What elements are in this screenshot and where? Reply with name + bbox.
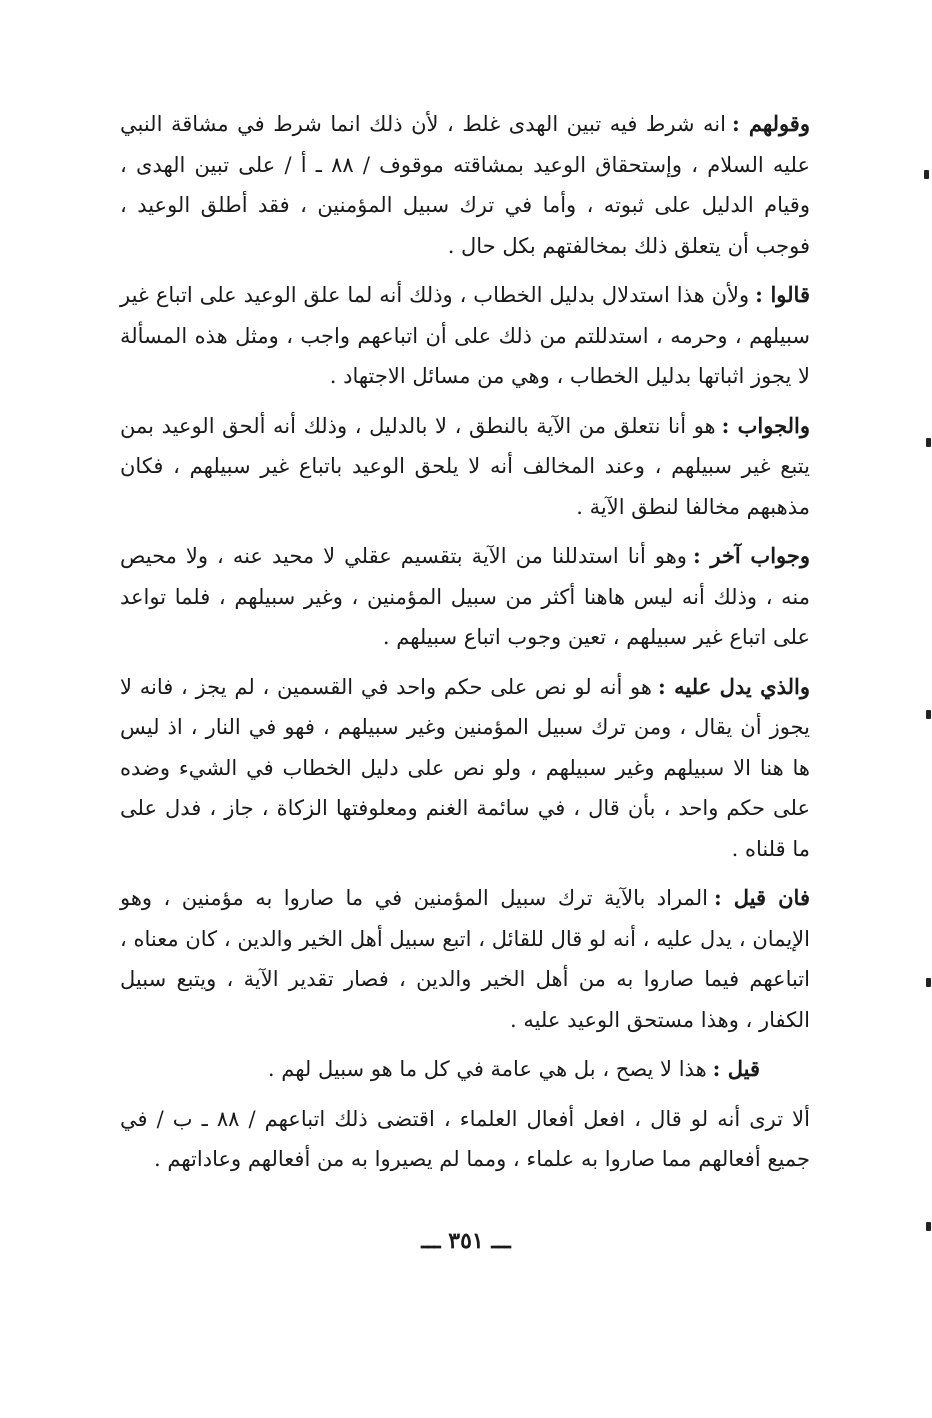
- paragraph-lead: فان قيل :: [713, 885, 810, 910]
- paragraph-lead: قالوا :: [755, 282, 810, 307]
- paragraph-text: انه شرط فيه تبين الهدى غلط ، لأن ذلك انما شرط في مشاقة النبي عليه السلام ، وإستحقاق الوعيد بمشاقته موقوف / ٨٨ ـ أ / على تبين الهدى ، وقيام الدليل على ثبوته ، وأما في ترك سبيل المؤمنين ، فقد أطلق الوعيد ، فوجب أن يتعلق ذلك بمخالفتهم بكل حال .: [120, 112, 810, 258]
- paragraph-text: وهو أنا استدللنا من الآية بتقسيم عقلي لا محيد عنه ، ولا محيص منه ، وذلك أنه ليس هاهنا أكثر من سبيل المؤمنين ، وغير سبيلهم ، فلما تواعد على اتباع غير سبيلهم ، تعين وجوب اتباع سبيلهم .: [120, 544, 810, 649]
- paragraph-lead: قيل :: [712, 1056, 760, 1081]
- paragraph-text: هو أنا نتعلق من الآية بالنطق ، لا بالدليل ، وذلك أنه ألحق الوعيد بمن يتبع غير سبيلهم ، وعند المخالف أنه لا يلحق الوعيد باتباع غير سبيلهم ، فكان مذهبهم مخالفا لنطق الآية .: [120, 413, 810, 519]
- paragraph-text: المراد بالآية ترك سبيل المؤمنين في ما صاروا به مؤمنين ، وهو الإيمان ، يدل عليه ، أنه لو قال للقائل ، اتبع سبيل أهل الخير والدين ، كان معناه ، اتباعهم فيما صاروا به من أهل الخير والدين ، فصار تقدير الآية ، ويتبع سبيل الكفار ، وهذا مستحق الوعيد عليه .: [120, 886, 810, 1032]
- binding-mark: [924, 170, 929, 179]
- binding-mark: [926, 438, 931, 447]
- paragraph-alladhi-yadul: [120, 667, 810, 870]
- paragraph-qawluhum: [120, 104, 810, 266]
- paragraph-jawab: [120, 406, 810, 528]
- paragraph-lead: والجواب :: [721, 412, 810, 438]
- paragraph-text: ولأن هذا استدلال بدليل الخطاب ، وذلك أنه لما علق الوعيد على اتباع غير سبيلهم ، وحرمه ، استدللتم من ذلك على أن اتباعهم واجب ، ومثل هذه المسألة لا يجوز اثباتها بدليل الخطاب ، وهي من مسائل الاجتهاد .: [120, 283, 810, 388]
- paragraph-text: ألا ترى أنه لو قال ، افعل أفعال العلماء ، اقتضى ذلك اتباعهم / ٨٨ ـ ب / في جميع أفعالهم مما صاروا به علماء ، ومما لم يصيروا به من أفعالهم وعاداتهم .: [120, 1106, 810, 1171]
- paragraph-text: هذا لا يصح ، بل هي عامة في كل ما هو سبيل لهم .: [267, 1057, 707, 1081]
- binding-mark: [926, 978, 931, 987]
- paragraph-lead: والذي يدل عليه :: [657, 673, 810, 699]
- page-number: ـــ ٣٥١ ـــ: [421, 1228, 511, 1254]
- paragraph-lead: وقولهم :: [731, 111, 810, 136]
- page-body-text: [120, 104, 810, 1189]
- binding-mark: [926, 710, 931, 719]
- paragraph-fa-in-qila: [120, 878, 810, 1040]
- paragraph-qalu: [120, 275, 810, 397]
- paragraph-qila: [120, 1049, 810, 1090]
- paragraph-text: هو أنه لو نص على حكم واحد في القسمين ، لم يجز ، فانه لا يجوز أن يقال ، ومن ترك سبيل المؤمنين وغير سبيلهم ، فهو في النار ، اذ ليس ها هنا الا سبيلهم وغير سبيلهم ، ولو نص على دليل الخطاب في الشيء وضده على حكم واحد ، بأن قال ، في سائمة الغنم ومعلوفتها الزكاة ، جاز ، فدل على ما قلناه .: [120, 674, 810, 861]
- paragraph-ala-tara: [120, 1099, 810, 1180]
- paragraph-lead: وجواب آخر :: [692, 543, 811, 568]
- paragraph-jawab-akhar: [120, 536, 810, 658]
- binding-mark: [926, 1222, 931, 1231]
